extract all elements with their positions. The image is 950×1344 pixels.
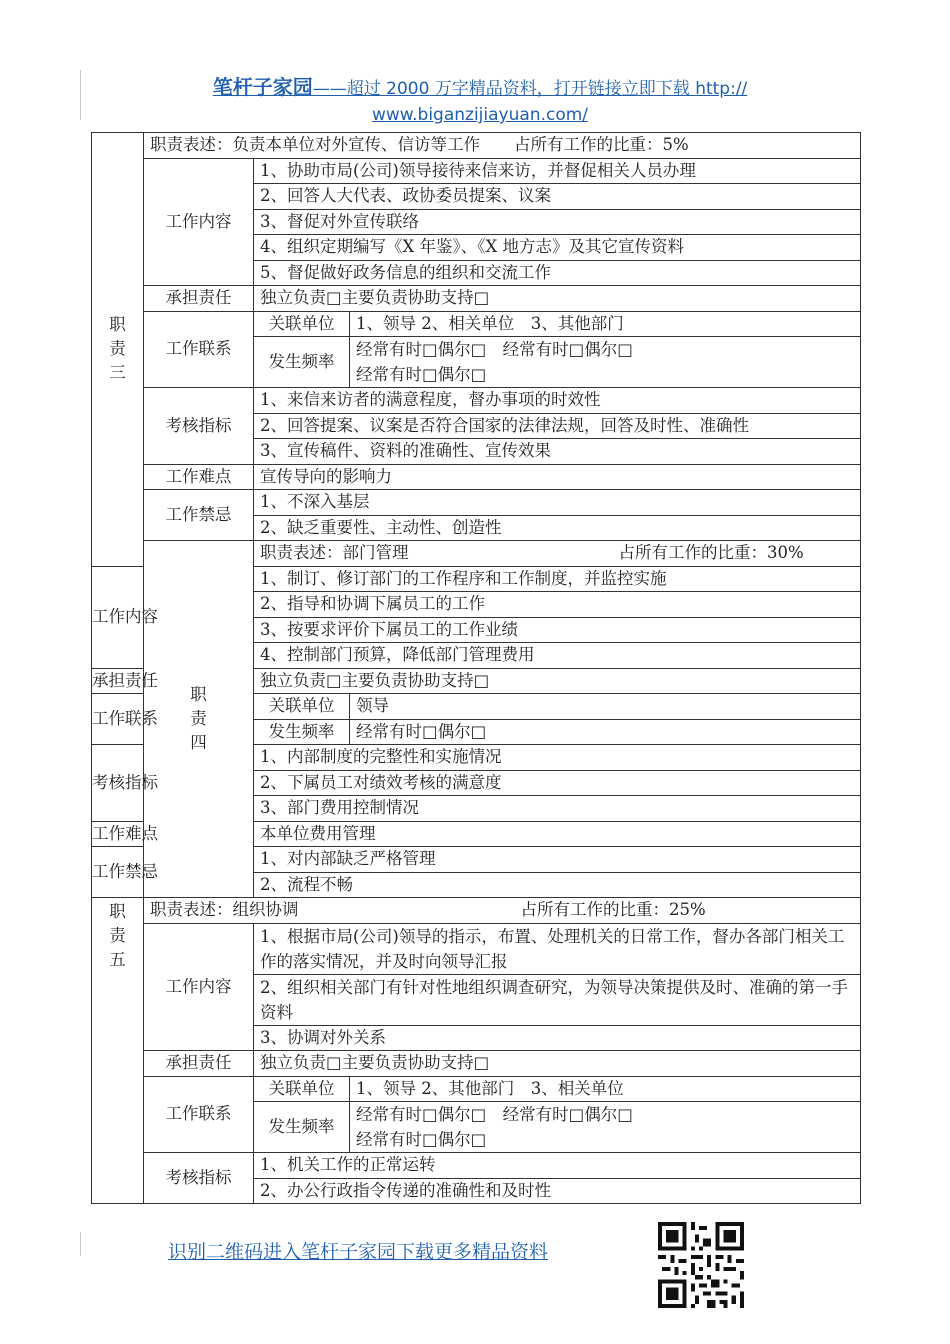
kpi-item: 2、办公行政指令传递的准确性和及时性: [254, 1178, 861, 1204]
content-item: 5、督促做好政务信息的组织和交流工作: [254, 260, 861, 286]
qr-code-icon[interactable]: [658, 1222, 744, 1308]
duty-share: 占所有工作的比重：5%: [514, 135, 689, 155]
kpi-item: 1、内部制度的完整性和实施情况: [254, 745, 861, 771]
difficulty-value: 本单位费用管理: [254, 821, 861, 847]
footer-link[interactable]: 识别二维码进入笔杆子家园下载更多精品资料: [168, 1241, 549, 1263]
kpi-item: 1、来信来访者的满意程度，督办事项的时效性: [254, 388, 861, 414]
taboo-item: 1、不深入基层: [254, 490, 861, 516]
difficulty-value: 宣传导向的影响力: [254, 464, 861, 490]
content-item: 1、协助市局(公司)领导接待来信来访，并督促相关人员办理: [254, 158, 861, 184]
section-label-3: 职责三: [92, 133, 144, 567]
label-responsibility: 承担责任: [144, 286, 254, 312]
content-item: 4、控制部门预算，降低部门管理费用: [254, 643, 861, 669]
margin-mark-bottom: [80, 1232, 81, 1256]
label-responsibility: 承担责任: [144, 1051, 254, 1077]
frequency-value: 经常有时□偶尔□ 经常有时□偶尔□ 经常有时□偶尔□: [350, 1102, 861, 1153]
brand-name[interactable]: 笔杆子家园: [212, 75, 313, 99]
label-taboo: 工作禁忌: [144, 490, 254, 541]
duty-share: 占所有工作的比重：30%: [618, 543, 804, 563]
kpi-item: 2、回答提案、议案是否符合国家的法律法规，回答及时性、准确性: [254, 413, 861, 439]
label-difficulty: 工作难点: [92, 821, 144, 847]
label-frequency: 发生频率: [254, 1102, 350, 1153]
kpi-item: 3、部门费用控制情况: [254, 796, 861, 822]
header-tagline[interactable]: ——超过 2000 万字精品资料，打开链接立即下载 http://: [312, 79, 748, 99]
label-kpi: 考核指标: [144, 388, 254, 465]
responsibility-value: 独立负责□主要负责协助支持□: [254, 1051, 861, 1077]
frequency-value: 经常有时□偶尔□ 经常有时□偶尔□ 经常有时□偶尔□: [350, 337, 861, 388]
related-unit-value: 1、领导 2、相关单位 3、其他部门: [350, 311, 861, 337]
label-difficulty: 工作难点: [144, 464, 254, 490]
content-item: 1、根据市局(公司)领导的指示，布置、处理机关的日常工作，督办各部门相关工作的落实情况，并及时向领导汇报: [254, 923, 861, 974]
kpi-item: 2、下属员工对绩效考核的满意度: [254, 770, 861, 796]
content-item: 2、指导和协调下属员工的工作: [254, 592, 861, 618]
section-label-5: 职责五: [92, 898, 144, 1204]
label-related-unit: 关联单位: [254, 694, 350, 720]
label-responsibility: 承担责任: [92, 668, 144, 694]
header-url[interactable]: www.biganzijiayuan.com/: [371, 105, 589, 125]
label-content: 工作内容: [144, 923, 254, 1051]
taboo-item: 2、流程不畅: [254, 872, 861, 898]
duty-statement-row: [144, 898, 861, 924]
content-item: 2、回答人大代表、政协委员提案、议案: [254, 184, 861, 210]
duty-statement: 职责表述：部门管理: [260, 543, 409, 563]
duty-statement-row: [254, 541, 861, 567]
label-contact: 工作联系: [92, 694, 144, 745]
label-content: 工作内容: [92, 566, 144, 668]
duty-statement: 职责表述：负责本单位对外宣传、信访等工作: [150, 135, 480, 155]
content-item: 1、制订、修订部门的工作程序和工作制度，并监控实施: [254, 566, 861, 592]
taboo-item: 1、对内部缺乏严格管理: [254, 847, 861, 873]
label-frequency: 发生频率: [254, 719, 350, 745]
taboo-item: 2、缺乏重要性、主动性、创造性: [254, 515, 861, 541]
label-contact: 工作联系: [144, 1076, 254, 1153]
label-contact: 工作联系: [144, 311, 254, 388]
kpi-item: 3、宣传稿件、资料的准确性、宣传效果: [254, 439, 861, 465]
label-kpi: 考核指标: [144, 1153, 254, 1204]
duty-share: 占所有工作的比重：25%: [520, 900, 706, 920]
related-unit-value: 1、领导 2、其他部门 3、相关单位: [350, 1076, 861, 1102]
content-item: 4、组织定期编写《X 年鉴》、《X 地方志》及其它宣传资料: [254, 235, 861, 261]
label-content: 工作内容: [144, 158, 254, 286]
label-taboo: 工作禁忌: [92, 847, 144, 898]
page-header[interactable]: [100, 74, 860, 128]
duty-statement: 职责表述：组织协调: [150, 900, 299, 920]
content-item: 2、组织相关部门有针对性地组织调查研究，为领导决策提供及时、准确的第一手资料: [254, 974, 861, 1025]
label-frequency: 发生频率: [254, 337, 350, 388]
label-related-unit: 关联单位: [254, 311, 350, 337]
label-kpi: 考核指标: [92, 745, 144, 822]
duty-statement-row: [144, 133, 861, 159]
kpi-item: 1、机关工作的正常运转: [254, 1153, 861, 1179]
responsibility-value: 独立负责□主要负责协助支持□: [254, 668, 861, 694]
label-related-unit: 关联单位: [254, 1076, 350, 1102]
margin-mark-top: [80, 70, 81, 120]
frequency-value: 经常有时□偶尔□: [350, 719, 861, 745]
section-label-4: 职责四: [144, 541, 254, 898]
content-item: 3、协调对外关系: [254, 1025, 861, 1051]
content-item: 3、督促对外宣传联络: [254, 209, 861, 235]
duty-table: [91, 132, 861, 1204]
related-unit-value: 领导: [350, 694, 861, 720]
responsibility-value: 独立负责□主要负责协助支持□: [254, 286, 861, 312]
content-item: 3、按要求评价下属员工的工作业绩: [254, 617, 861, 643]
